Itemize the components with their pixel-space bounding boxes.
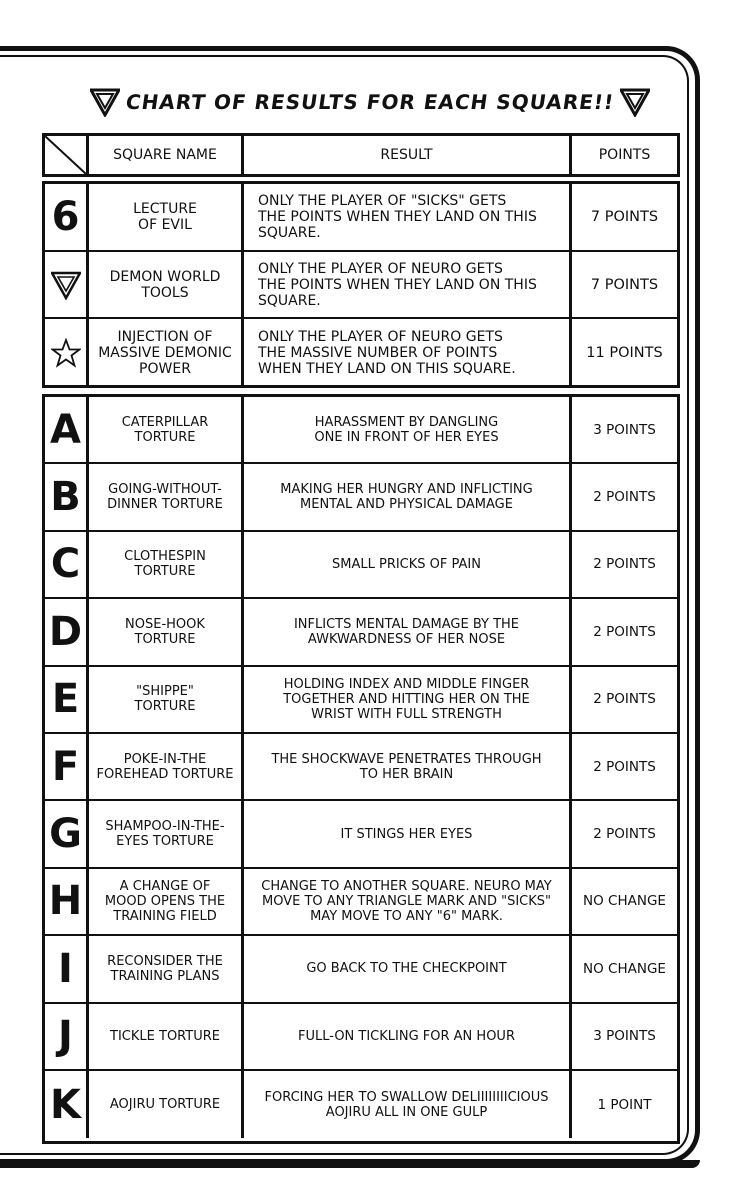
square-mark	[45, 319, 89, 387]
square-result: ONLY THE PLAYER OF NEURO GETS THE MASSIVE NUMBER OF POINTS WHEN THEY LAND ON THIS SQUARE.	[244, 319, 572, 387]
square-points: 2 POINTS	[593, 691, 656, 708]
square-name: CLOTHESPIN TORTURE	[89, 532, 244, 597]
square-name: AOJIRU TORTURE	[89, 1071, 244, 1138]
square-result: ONLY THE PLAYER OF NEURO GETS THE POINTS WHEN THEY LAND ON THIS SQUARE.	[244, 252, 572, 318]
triangle-icon	[620, 87, 650, 117]
table-row	[45, 1071, 677, 1138]
chart-title	[90, 82, 650, 122]
square-mark: C	[45, 532, 89, 597]
square-mark: D	[45, 599, 89, 664]
square-name: RECONSIDER THE TRAINING PLANS	[89, 936, 244, 1001]
square-mark: F	[45, 734, 89, 799]
header-points: POINTS	[598, 147, 651, 163]
table-row	[45, 734, 677, 801]
header-result: RESULT	[244, 136, 572, 174]
square-points: NO CHANGE	[583, 960, 666, 977]
square-result: SMALL PRICKS OF PAIN	[244, 532, 572, 597]
square-name: "SHIPPE" TORTURE	[89, 667, 244, 732]
square-points: 7 POINTS	[590, 276, 659, 293]
square-points: 2 POINTS	[593, 623, 656, 640]
square-name: SHAMPOO-IN-THE- EYES TORTURE	[89, 801, 244, 866]
table-row	[45, 936, 677, 1003]
square-mark: 6	[45, 184, 89, 250]
header-corner	[45, 136, 89, 174]
letter-squares-section	[42, 394, 680, 1144]
square-mark: H	[45, 869, 89, 934]
header-square-name: SQUARE NAME	[89, 136, 244, 174]
square-result: ONLY THE PLAYER OF "SICKS" GETS THE POINTS WHEN THEY LAND ON THIS SQUARE.	[244, 184, 572, 250]
square-name: LECTURE OF EVIL	[89, 184, 244, 250]
table-row	[45, 532, 677, 599]
table-header	[42, 133, 680, 177]
table-row	[45, 801, 677, 868]
table-row	[45, 252, 677, 320]
square-points: 2 POINTS	[593, 489, 656, 506]
square-name: POKE-IN-THE FOREHEAD TORTURE	[89, 734, 244, 799]
table-row	[45, 184, 677, 252]
square-name: TICKLE TORTURE	[89, 1004, 244, 1069]
triangle-icon	[90, 87, 120, 117]
square-points: 2 POINTS	[593, 758, 656, 775]
special-squares-section	[42, 181, 680, 388]
square-result: FORCING HER TO SWALLOW DELIIIIIIIICIOUS AOJIRU ALL IN ONE GULP	[244, 1071, 572, 1138]
square-name: NOSE-HOOK TORTURE	[89, 599, 244, 664]
page-frame-shadow	[0, 1160, 700, 1168]
square-points: 11 POINTS	[586, 345, 663, 362]
table-row	[45, 667, 677, 734]
square-mark: G	[45, 801, 89, 866]
square-name: A CHANGE OF MOOD OPENS THE TRAINING FIELD	[89, 869, 244, 934]
square-mark	[45, 252, 89, 318]
diagonal-line-icon	[45, 136, 86, 174]
square-result: INFLICTS MENTAL DAMAGE BY THE AWKWARDNESS OF HER NOSE	[244, 599, 572, 664]
table-row	[45, 1004, 677, 1071]
table-row	[45, 869, 677, 936]
square-mark: A	[45, 397, 89, 462]
square-mark: K	[45, 1071, 89, 1138]
square-name: CATERPILLAR TORTURE	[89, 397, 244, 462]
table-row	[45, 464, 677, 531]
square-result: MAKING HER HUNGRY AND INFLICTING MENTAL AND PHYSICAL DAMAGE	[244, 464, 572, 529]
square-mark: I	[45, 936, 89, 1001]
square-result: THE SHOCKWAVE PENETRATES THROUGH TO HER BRAIN	[244, 734, 572, 799]
square-mark: J	[45, 1004, 89, 1069]
table-row	[45, 319, 677, 387]
square-result: HOLDING INDEX AND MIDDLE FINGER TOGETHER AND HITTING HER ON THE WRIST WITH FULL STRENGTH	[244, 667, 572, 732]
square-points: 2 POINTS	[593, 826, 656, 843]
square-mark: E	[45, 667, 89, 732]
square-name: DEMON WORLD TOOLS	[89, 252, 244, 318]
square-result: FULL-ON TICKLING FOR AN HOUR	[244, 1004, 572, 1069]
table-row	[45, 599, 677, 666]
square-result: CHANGE TO ANOTHER SQUARE. NEURO MAY MOVE TO ANY TRIANGLE MARK AND "SICKS" MAY MOVE TO ANY "6" MARK.	[244, 869, 572, 934]
square-name: INJECTION OF MASSIVE DEMONIC POWER	[89, 319, 244, 387]
square-points: 3 POINTS	[593, 421, 656, 438]
table-row	[45, 397, 677, 464]
square-result: HARASSMENT BY DANGLING ONE IN FRONT OF HER EYES	[244, 397, 572, 462]
star-icon	[51, 338, 81, 368]
square-result: GO BACK TO THE CHECKPOINT	[244, 936, 572, 1001]
square-points: 3 POINTS	[593, 1028, 656, 1045]
square-points: NO CHANGE	[583, 893, 666, 910]
square-mark: B	[45, 464, 89, 529]
square-points: 1 POINT	[597, 1096, 652, 1113]
square-points: 7 POINTS	[590, 208, 659, 225]
square-name: GOING-WITHOUT- DINNER TORTURE	[89, 464, 244, 529]
title-text: CHART OF RESULTS FOR EACH SQUARE!!	[124, 90, 616, 114]
triangle-icon	[51, 270, 81, 300]
square-result: IT STINGS HER EYES	[244, 801, 572, 866]
square-points: 2 POINTS	[593, 556, 656, 573]
